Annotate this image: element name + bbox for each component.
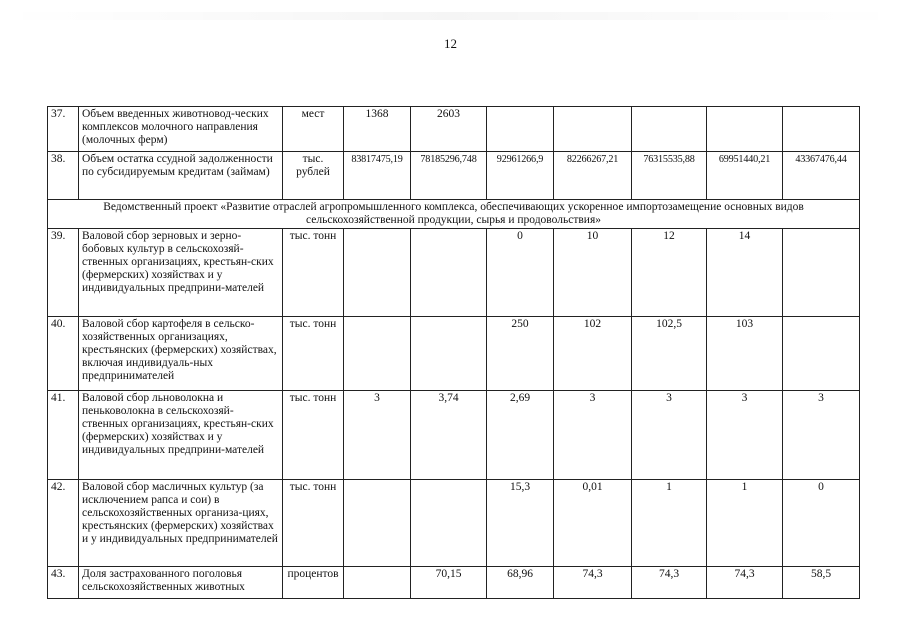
scan-edge-shadow bbox=[0, 12, 901, 20]
value-cell: 1 bbox=[707, 480, 783, 567]
row-number: 41. bbox=[48, 391, 79, 480]
value-cell bbox=[707, 107, 783, 152]
value-cell: 2,69 bbox=[487, 391, 554, 480]
indicator-name: Объем введенных животновод-ческих комплексов молочного направления (молочных ферм) bbox=[79, 107, 283, 152]
unit-cell: мест bbox=[283, 107, 344, 152]
value-cell: 3 bbox=[344, 391, 411, 480]
value-cell: 0 bbox=[783, 480, 860, 567]
row-number: 40. bbox=[48, 317, 79, 391]
value-cell: 68,96 bbox=[487, 567, 554, 599]
table-row bbox=[48, 391, 860, 480]
value-cell: 102,5 bbox=[632, 317, 707, 391]
value-cell bbox=[411, 480, 487, 567]
row-number: 39. bbox=[48, 229, 79, 317]
value-cell: 3 bbox=[707, 391, 783, 480]
indicator-name: Валовой сбор картофеля в сельско-хозяйственных организациях, крестьянских (фермерских) хозяйствах, включая индивидуаль-ных предпринимателей bbox=[79, 317, 283, 391]
row-number: 37. bbox=[48, 107, 79, 152]
table-row bbox=[48, 317, 860, 391]
rows-before-section bbox=[48, 107, 860, 200]
value-cell bbox=[344, 317, 411, 391]
value-cell bbox=[632, 107, 707, 152]
value-cell: 103 bbox=[707, 317, 783, 391]
value-cell: 69951440,21 bbox=[707, 152, 783, 200]
value-cell: 82266267,21 bbox=[554, 152, 632, 200]
section-title: Ведомственный проект «Развитие отраслей агропромышленного комплекса, обеспечивающих ускоренное импортозамещение основных видов сельскохозяйственной продукции, сырья и продовольствия» bbox=[48, 200, 860, 229]
row-number: 38. bbox=[48, 152, 79, 200]
value-cell: 102 bbox=[554, 317, 632, 391]
value-cell bbox=[783, 229, 860, 317]
table-row bbox=[48, 152, 860, 200]
rows-after-section bbox=[48, 229, 860, 599]
value-cell bbox=[411, 317, 487, 391]
indicator-name: Валовой сбор льноволокна и пеньковолокна в сельскохозяй-ственных организациях, крестьян-ских (фермерских) хозяйствах и у индивидуальных предприни-мателей bbox=[79, 391, 283, 480]
value-cell: 43367476,44 bbox=[783, 152, 860, 200]
indicator-name: Валовой сбор зерновых и зерно-бобовых культур в сельскохозяй-ственных организациях, крестьян-ских (фермерских) хозяйствах и у индивидуальных предприни-мателей bbox=[79, 229, 283, 317]
value-cell: 0 bbox=[487, 229, 554, 317]
value-cell: 3 bbox=[554, 391, 632, 480]
table-row bbox=[48, 229, 860, 317]
value-cell bbox=[783, 107, 860, 152]
value-cell: 12 bbox=[632, 229, 707, 317]
row-number: 43. bbox=[48, 567, 79, 599]
value-cell bbox=[487, 107, 554, 152]
unit-cell: процентов bbox=[283, 567, 344, 599]
value-cell: 14 bbox=[707, 229, 783, 317]
indicator-name: Доля застрахованного поголовья сельскохозяйственных животных bbox=[79, 567, 283, 599]
unit-cell: тыс. тонн bbox=[283, 391, 344, 480]
page-number: 12 bbox=[444, 36, 457, 51]
value-cell: 74,3 bbox=[632, 567, 707, 599]
indicator-name: Объем остатка ссудной задолженности по субсидируемым кредитам (займам) bbox=[79, 152, 283, 200]
value-cell bbox=[344, 567, 411, 599]
value-cell: 3 bbox=[632, 391, 707, 480]
value-cell: 2603 bbox=[411, 107, 487, 152]
value-cell: 83817475,19 bbox=[344, 152, 411, 200]
value-cell: 3 bbox=[783, 391, 860, 480]
value-cell: 58,5 bbox=[783, 567, 860, 599]
value-cell: 3,74 bbox=[411, 391, 487, 480]
unit-cell: тыс. тонн bbox=[283, 229, 344, 317]
section-header-group bbox=[48, 200, 860, 229]
value-cell: 74,3 bbox=[707, 567, 783, 599]
value-cell bbox=[344, 229, 411, 317]
indicator-name: Валовой сбор масличных культур (за исключением рапса и сои) в сельскохозяйственных организа-циях, крестьянских (фермерских) хозяйствах и у индивидуальных предпринимателей bbox=[79, 480, 283, 567]
value-cell bbox=[411, 229, 487, 317]
table-row bbox=[48, 480, 860, 567]
value-cell bbox=[783, 317, 860, 391]
value-cell bbox=[554, 107, 632, 152]
unit-cell: тыс. тонн bbox=[283, 317, 344, 391]
value-cell: 1368 bbox=[344, 107, 411, 152]
value-cell: 0,01 bbox=[554, 480, 632, 567]
value-cell: 1 bbox=[632, 480, 707, 567]
value-cell: 92961266,9 bbox=[487, 152, 554, 200]
value-cell: 250 bbox=[487, 317, 554, 391]
value-cell: 70,15 bbox=[411, 567, 487, 599]
value-cell: 74,3 bbox=[554, 567, 632, 599]
section-row bbox=[48, 200, 860, 229]
value-cell: 15,3 bbox=[487, 480, 554, 567]
indicators-table bbox=[47, 106, 860, 599]
value-cell: 76315535,88 bbox=[632, 152, 707, 200]
row-number: 42. bbox=[48, 480, 79, 567]
table-row bbox=[48, 567, 860, 599]
unit-cell: тыс. рублей bbox=[283, 152, 344, 200]
value-cell bbox=[344, 480, 411, 567]
table-row bbox=[48, 107, 860, 152]
value-cell: 10 bbox=[554, 229, 632, 317]
unit-cell: тыс. тонн bbox=[283, 480, 344, 567]
value-cell: 78185296,748 bbox=[411, 152, 487, 200]
